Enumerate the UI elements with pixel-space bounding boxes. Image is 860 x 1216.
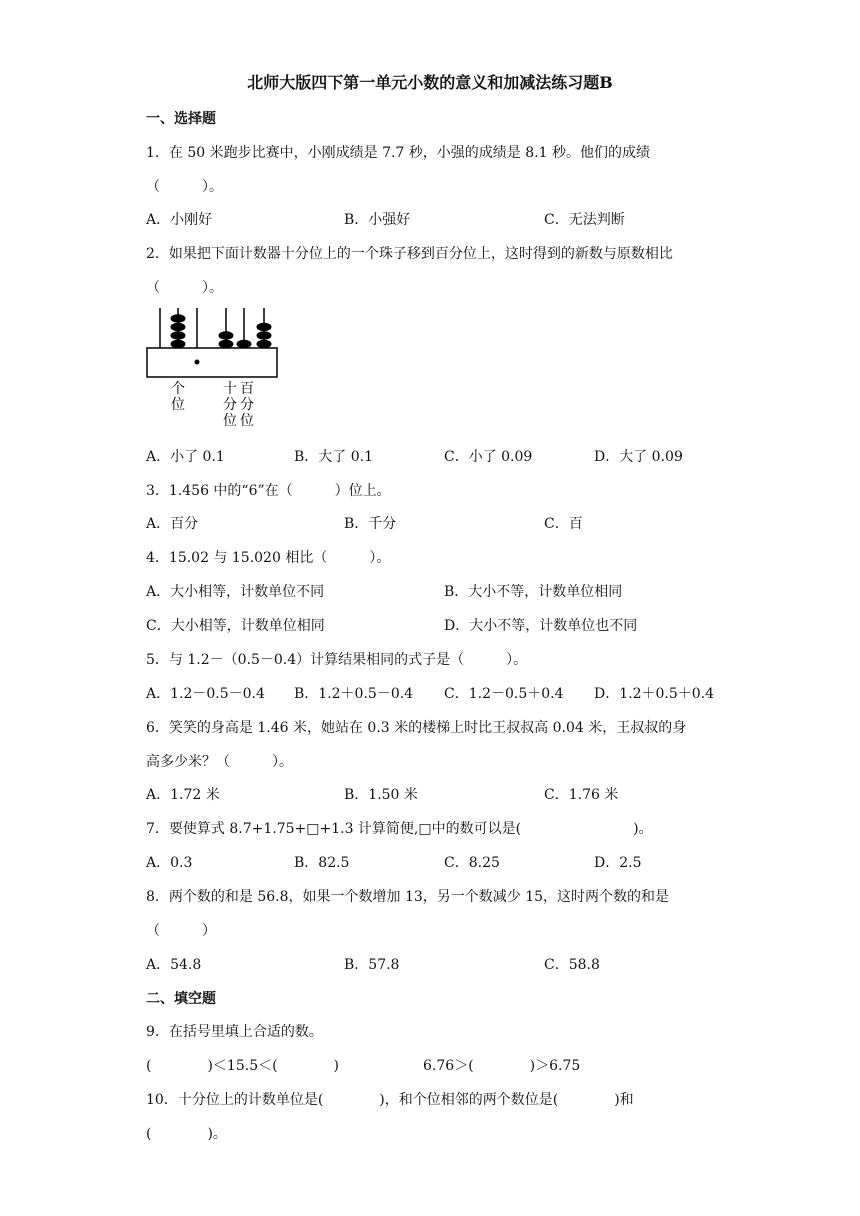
- question-8-option-c: C．58.8: [544, 957, 600, 973]
- abacus-beads: [171, 314, 272, 348]
- abacus-bead: [219, 340, 234, 348]
- question-8-option-a: A．54.8: [146, 957, 202, 973]
- question-9-blanks: ( )＜15.5＜( ) 6.76＞( )＞6.75: [146, 1058, 581, 1074]
- abacus-frame: [147, 348, 277, 377]
- abacus-bead: [171, 323, 186, 331]
- question-6-option-c: C．1.76 米: [544, 787, 619, 803]
- abacus-label-hundredths-1: 百: [240, 381, 254, 397]
- question-1-blank: （ ）。: [146, 179, 223, 195]
- question-7-option-c: C．8.25: [444, 855, 500, 871]
- question-7-text: 7．要使算式 8.7+1.75+□+1.3 计算简便,□中的数可以是( )。: [146, 821, 653, 837]
- question-5-text: 5．与 1.2－（0.5－0.4）计算结果相同的式子是（ ）。: [146, 652, 528, 668]
- abacus-bead: [257, 323, 272, 331]
- question-4-option-c: C．大小相等，计数单位相同: [146, 618, 325, 634]
- question-8-blank: （ ）: [146, 923, 216, 939]
- question-6-option-b: B．1.50 米: [344, 787, 418, 803]
- question-6-option-a: A．1.72 米: [146, 787, 220, 803]
- question-5-option-a: A．1.2－0.5－0.4: [146, 686, 265, 702]
- question-5-option-d: D．1.2＋0.5＋0.4: [594, 686, 715, 702]
- abacus-label-hundredths-2: 分: [240, 397, 254, 413]
- question-1-option-a: A．小刚好: [146, 212, 213, 228]
- abacus-label-tenths-3: 位: [223, 413, 237, 429]
- abacus-bead: [219, 331, 234, 339]
- question-10-text-cont: ( )。: [146, 1126, 227, 1142]
- question-4-text: 4．15.02 与 15.020 相比（ ）。: [146, 550, 391, 566]
- abacus-bead: [171, 331, 186, 339]
- abacus-label-tenths-1: 十: [223, 381, 237, 397]
- question-8-option-b: B．57.8: [344, 957, 400, 973]
- question-4-option-b: B．大小不等，计数单位相同: [444, 584, 623, 600]
- decimal-point: [195, 360, 200, 365]
- abacus-bead: [171, 340, 186, 348]
- question-2-text: 2．如果把下面计数器十分位上的一个珠子移到百分位上，这时得到的新数与原数相比: [146, 246, 673, 262]
- question-3-option-a: A．百分: [146, 516, 199, 532]
- question-3-text: 3．1.456 中的“6”在（ ）位上。: [146, 483, 391, 499]
- abacus-label-ones-2: 位: [171, 397, 185, 413]
- abacus-label-hundredths-3: 位: [240, 413, 254, 429]
- question-4-option-d: D．大小不等，计数单位也不同: [444, 618, 638, 634]
- question-4-option-a: A．大小相等，计数单位不同: [146, 584, 325, 600]
- abacus-bead: [237, 340, 252, 348]
- question-7-option-b: B．82.5: [294, 855, 350, 871]
- question-2-blank: （ ）。: [146, 280, 223, 296]
- question-2-option-a: A．小了 0.1: [146, 449, 225, 465]
- question-7-option-d: D．2.5: [594, 855, 642, 871]
- section-heading-choice: 一、选择题: [146, 111, 216, 127]
- question-5-option-c: C．1.2－0.5＋0.4: [444, 686, 564, 702]
- question-5-option-b: B．1.2＋0.5－0.4: [294, 686, 414, 702]
- abacus-figure: [146, 300, 286, 435]
- section-heading-fill: 二、填空题: [146, 991, 216, 1007]
- page-title: 北师大版四下第一单元小数的意义和加减法练习题B: [247, 73, 613, 92]
- question-2-option-c: C．小了 0.09: [444, 449, 533, 465]
- question-6-text-cont: 高多少米？（ ）。: [146, 754, 293, 770]
- question-2-option-d: D．大了 0.09: [594, 449, 683, 465]
- question-7-option-a: A．0.3: [146, 855, 193, 871]
- question-6-text: 6．笑笑的身高是 1.46 米，她站在 0.3 米的楼梯上时比王叔叔高 0.04 米，王叔叔的身: [146, 720, 687, 736]
- question-10-text: 10．十分位上的计数单位是( )，和个位相邻的两个数位是( )和: [146, 1092, 634, 1108]
- question-1-option-b: B．小强好: [344, 212, 411, 228]
- question-3-option-b: B．千分: [344, 516, 397, 532]
- question-8-text: 8．两个数的和是 56.8，如果一个数增加 13，另一个数减少 15，这时两个数的和是: [146, 889, 670, 905]
- question-3-option-c: C．百: [544, 516, 583, 532]
- abacus-label-tenths-2: 分: [223, 397, 237, 413]
- abacus-bead: [171, 314, 186, 322]
- question-9-text: 9．在括号里填上合适的数。: [146, 1024, 323, 1040]
- question-1-text: 1．在 50 米跑步比赛中，小刚成绩是 7.7 秒，小强的成绩是 8.1 秒。他们的成绩: [146, 145, 650, 161]
- abacus-label-ones-1: 个: [171, 381, 185, 397]
- question-2-option-b: B．大了 0.1: [294, 449, 374, 465]
- abacus-bead: [257, 331, 272, 339]
- question-1-option-c: C．无法判断: [544, 212, 625, 228]
- abacus-bead: [257, 340, 272, 348]
